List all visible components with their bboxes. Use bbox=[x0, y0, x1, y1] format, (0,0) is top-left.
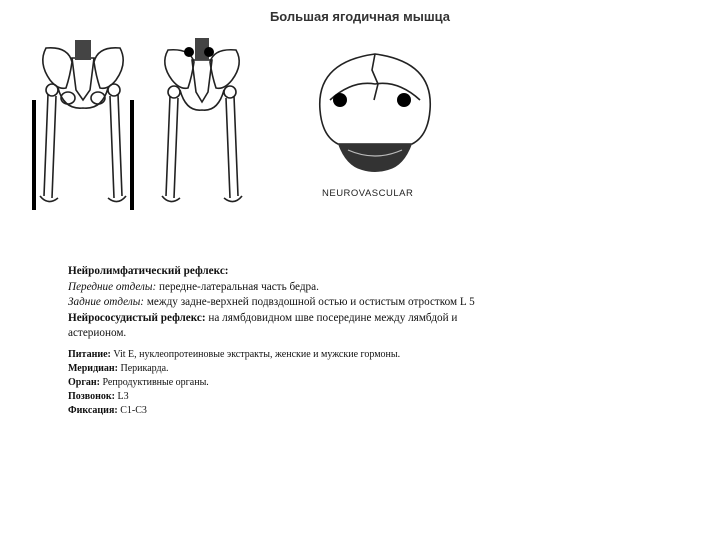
neurolymphatic-heading: Нейролимфатический рефлекс: bbox=[68, 265, 229, 277]
skull-illustration bbox=[300, 40, 450, 185]
meridian-label: Меридиан: bbox=[68, 362, 118, 374]
vertebra-label: Позвонок: bbox=[68, 390, 115, 402]
reflex-info bbox=[68, 264, 588, 418]
pelvis-front-illustration bbox=[28, 28, 138, 233]
organ-label: Орган: bbox=[68, 376, 100, 388]
page-title: Большая ягодичная мышца bbox=[269, 9, 451, 24]
figure-label: NEUROVASCULAR bbox=[322, 188, 414, 199]
neurovascular-text-cont: астерионом. bbox=[68, 327, 127, 340]
vertebra-text: L3 bbox=[117, 390, 129, 402]
meridian-text: Перикарда. bbox=[120, 362, 169, 374]
neurovascular-heading: Нейрососудистый рефлекс: bbox=[68, 311, 206, 324]
nutrition-text: Vit E, нуклеопротеиновые экстракты, женские и мужские гормоны. bbox=[113, 348, 401, 360]
front-label: Передние отделы: bbox=[68, 280, 157, 293]
front-text: передне-латеральная часть бедра. bbox=[159, 280, 319, 293]
pelvis-back-illustration bbox=[152, 28, 252, 233]
organ-text: Репродуктивные органы. bbox=[102, 376, 209, 388]
back-label: Задние отделы: bbox=[68, 296, 145, 309]
back-text: между задне-верхней подвздошной остью и остистым отростком L 5 bbox=[146, 296, 475, 309]
fixation-label: Фиксация: bbox=[68, 404, 118, 416]
nutrition-label: Питание: bbox=[68, 348, 111, 360]
neurovascular-text: на лямбдовидном шве посередине между лямбдой и bbox=[208, 311, 458, 324]
fixation-text: C1-C3 bbox=[120, 404, 147, 416]
